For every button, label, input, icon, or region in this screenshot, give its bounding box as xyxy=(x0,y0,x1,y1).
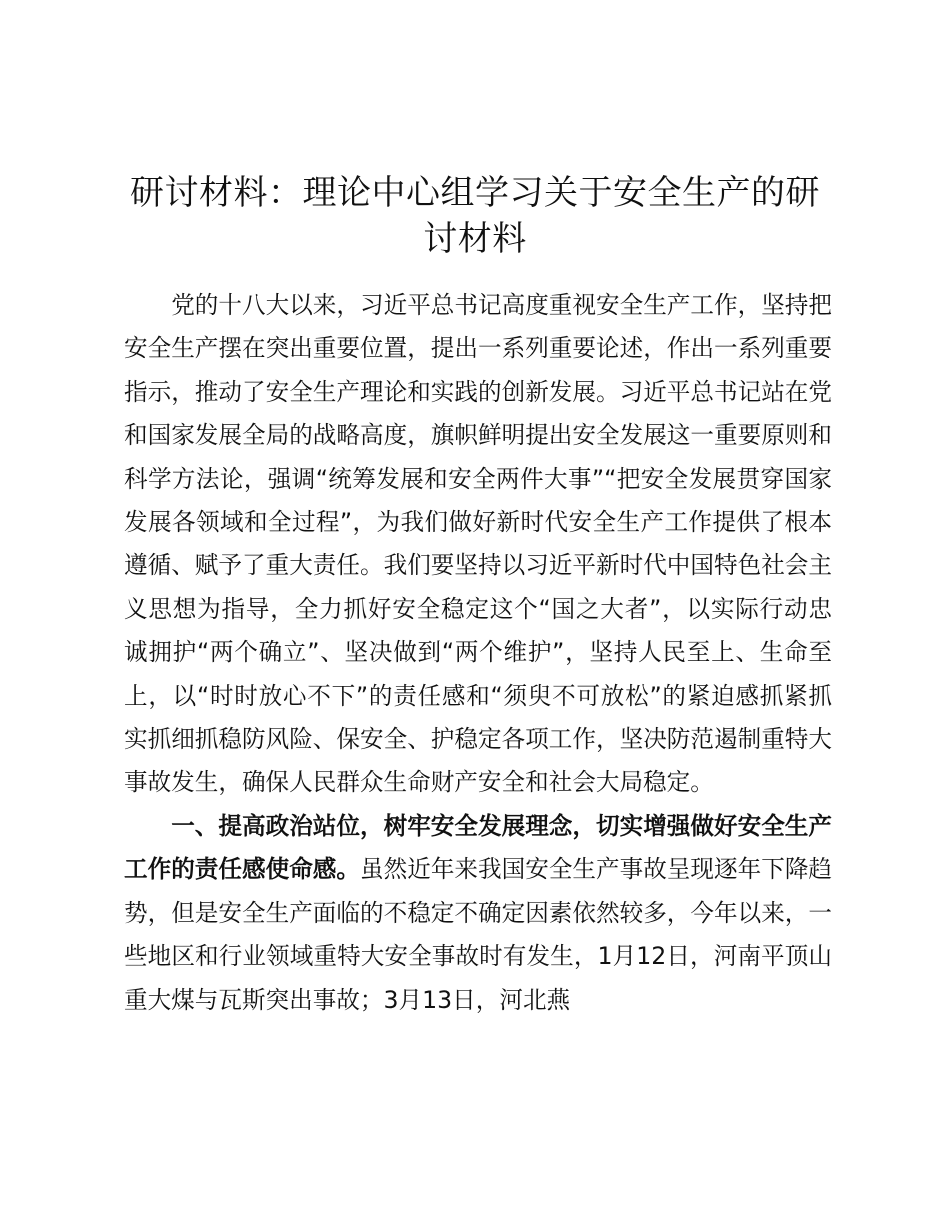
paragraph-text: 虽然近年来我国安全生产事故呈现逐年下降趋势，但是安全生产面临的不稳定不确定因素依然较多，今年以来，一些地区和行业领域重特大安全事故时有发生，1月12日，河南平顶山重大煤与瓦斯突出事故；3月13日，河北燕 xyxy=(124,855,833,1014)
paragraph-text: 党的十八大以来，习近平总书记高度重视安全生产工作，坚持把安全生产摆在突出重要位置，提出一系列重要论述，作出一系列重要指示，推动了安全生产理论和实践的创新发展。习近平总书记站在党和国家发展全局的战略高度，旗帜鲜明提出安全发展这一重要原则和科学方法论，强调“统筹发展和安全两件大事”“把安全发展贯穿国家发展各领域和全过程”，为我们做好新时代安全生产工作提供了根本遵循、赋予了重大责任。我们要坚持以习近平新时代中国特色社会主义思想为指导，全力抓好安全稳定这个“国之大者”，以实际行动忠诚拥护“两个确立”、坚决做到“两个维护”，坚持人民至上、生命至上，以“时时放心不下”的责任感和“须臾不可放松”的紧迫感抓紧抓实抓细抓稳防风险、保安全、护稳定各项工作，坚决防范遏制重特大事故发生，确保人民群众生命财产安全和社会大局稳定。 xyxy=(124,291,832,797)
document-body xyxy=(124,284,832,1022)
document-title: 研讨材料：理论中心组学习关于安全生产的研讨材料 xyxy=(130,173,820,259)
paragraph-intro xyxy=(124,284,832,805)
section-heading-one: 一、提高政治站位，树牢安全发展理念，切实增强做好安全生产工作的责任感使命感。 xyxy=(124,811,832,884)
paragraph-section-one xyxy=(124,805,832,1022)
